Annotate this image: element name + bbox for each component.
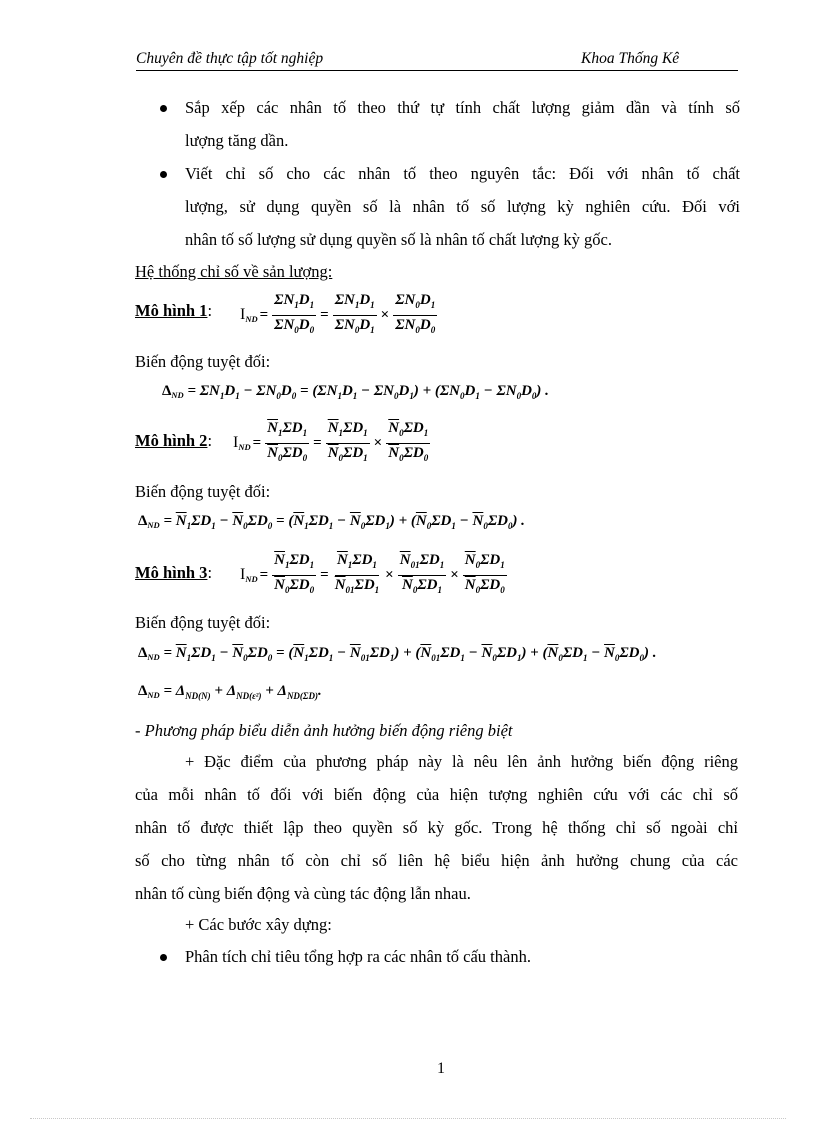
paragraph-line-2: của mỗi nhân tố đối với biến động của hiện tượng nghiên cứu với các chỉ số [135, 785, 738, 804]
delta-symbol: Δ [138, 513, 148, 529]
model-2-abs-label: Biến động tuyệt đối: [135, 482, 271, 501]
bullet-1-line-1: Sắp xếp các nhân tố theo thứ tự tính chất lượng giảm dần và tính số [185, 98, 740, 117]
index-subscript: ND [238, 441, 251, 452]
index-subscript: ND [245, 313, 258, 324]
header-left: Chuyên đề thực tập tốt nghiệp [136, 50, 324, 67]
index-subscript: ND [245, 573, 258, 584]
model-2-delta-formula: $\Delta_{ND} = \overline{N}_1\Sigma D_1 - \overline{N}_0\Sigma D_0 = (\overline{N}_1\Sigma D_1 - \overline{N}_0\Sigma D_1) + (\overline{N}_0\Sigma D_1 - \overline{N}_0\Sigma D_0)$ . [138, 513, 525, 531]
model-1-abs-label: Biến động tuyệt đối: [135, 352, 271, 371]
delta-symbol: Δ [138, 645, 148, 661]
colon: : [207, 563, 213, 582]
bullet-dot [160, 954, 167, 961]
index-symbol: I [240, 305, 246, 323]
delta-symbol: Δ [138, 683, 148, 699]
bullet-1-line-2: lượng tăng dần. [185, 131, 289, 150]
page-header [136, 48, 738, 71]
index-symbol: I [240, 565, 246, 583]
delta-sum-formula: $\Delta_{ND} = \Delta_{ND(N)} + \Delta_{ND(\varepsilon^2)} + \Delta_{ND(\Sigma D)}$. [138, 683, 322, 701]
model-3-delta-formula: $\Delta_{ND} = \overline{N}_1\Sigma D_1 - \overline{N}_0\Sigma D_0 = (\overline{N}_1\Sigma D_1 - \overline{N}_{01}\Sigma D_1) + (\overline{N}_{01}\Sigma D_1 - \overline{N}_0\Sigma D_1) + (\overline{N}_0\Sigma D_1 - \overline{N}_0\Sigma D_0)$ . [138, 645, 657, 663]
bullet-2-line-2: lượng, sử dụng quyền số là nhân tố số lượng kỳ nghiên cứu. Đối với [185, 197, 740, 216]
model-1-label: Mô hình 1 [135, 301, 208, 320]
bullet-dot [160, 105, 167, 112]
bullet-2-line-1: Viết chỉ số cho các nhân tố theo nguyên tắc: Đối với nhân tố chất [185, 164, 740, 183]
paragraph-line-5: nhân tố cùng biến động và cùng tác động lẫn nhau. [135, 884, 471, 903]
model-1-delta-formula: $\Delta_{ND} = \Sigma N_1D_1 - \Sigma N_0D_0 = (\Sigma N_1D_1 - \Sigma N_0D_1) + (\Sigma N_0D_1 - \Sigma N_0D_0)$ . [162, 383, 549, 401]
colon: : [207, 301, 213, 320]
model-2-label: Mô hình 2 [135, 431, 208, 450]
model-2-label-row [135, 430, 212, 452]
model-3-formula: $I_{ND}$ = $\frac{\overline{N}_1\Sigma D_1}{\overline{N}_0\Sigma D_0}$ = $\frac{\overline{N}_1\Sigma D_1}{\overline{N}_{01}\Sigma D_1}$ × $\frac{\overline{N}_{01}\Sigma D_1}{\overline{N}_0\Sigma D_1}$ × $\frac{\overline{N}_0\Sigma D_1}{\overline{N}_0\Sigma D_0}$ [240, 552, 505, 595]
page-bottom-divider [30, 1118, 786, 1119]
bullet-bottom: Phân tích chỉ tiêu tổng hợp ra các nhân tố cấu thành. [185, 947, 531, 966]
delta-subscript: ND [147, 690, 160, 700]
header-right: Khoa Thống Kê [581, 50, 680, 67]
delta-symbol: Δ [162, 383, 172, 399]
model-1-formula: $I_{ND}$ = $\frac{\Sigma N_1D_1}{\Sigma N_0D_0}$ = $\frac{\Sigma N_1D_1}{\Sigma N_0D_1}$ × $\frac{\Sigma N_0D_1}{\Sigma N_0D_0}$ [240, 292, 436, 335]
model-2-formula: $I_{ND}$ = $\frac{\overline{N}_1\Sigma D_1}{\overline{N}_0\Sigma D_0}$ = $\frac{\overline{N}_1\Sigma D_1}{\overline{N}_0\Sigma D_1}$ × $\frac{\overline{N}_0\Sigma D_1}{\overline{N}_0\Sigma D_0}$ [233, 420, 429, 463]
bullet-dot [160, 171, 167, 178]
method-subheading: - Phương pháp biểu diễn ảnh hưởng biến động riêng biệt [135, 721, 513, 740]
delta-subscript: ND [147, 652, 160, 662]
model-1-label-row [135, 300, 212, 322]
section-title: Hệ thống chỉ số về sản lượng: [135, 262, 333, 281]
paragraph-line-1: + Đặc điểm của phương pháp này là nêu lên ảnh hưởng biến động riêng [185, 752, 738, 771]
steps-label: + Các bước xây dựng: [185, 915, 332, 934]
bullet-2-line-3: nhân tố số lượng sử dụng quyền số là nhân tố chất lượng kỳ gốc. [185, 230, 612, 249]
page-number: 1 [437, 1060, 445, 1077]
model-3-label-row [135, 562, 212, 584]
model-3-label: Mô hình 3 [135, 563, 208, 582]
index-symbol: I [233, 433, 239, 451]
colon: : [207, 431, 213, 450]
model-3-abs-label: Biến động tuyệt đối: [135, 613, 271, 632]
paragraph-line-4: số cho từng nhân tố còn chỉ số liên hệ biểu hiện ảnh hưởng chung của các [135, 851, 738, 870]
paragraph-line-3: nhân tố được thiết lập theo quyền số kỳ gốc. Trong hệ thống chỉ số ngoài chỉ [135, 818, 738, 837]
delta-subscript: ND [147, 520, 160, 530]
delta-subscript: ND [171, 390, 184, 400]
